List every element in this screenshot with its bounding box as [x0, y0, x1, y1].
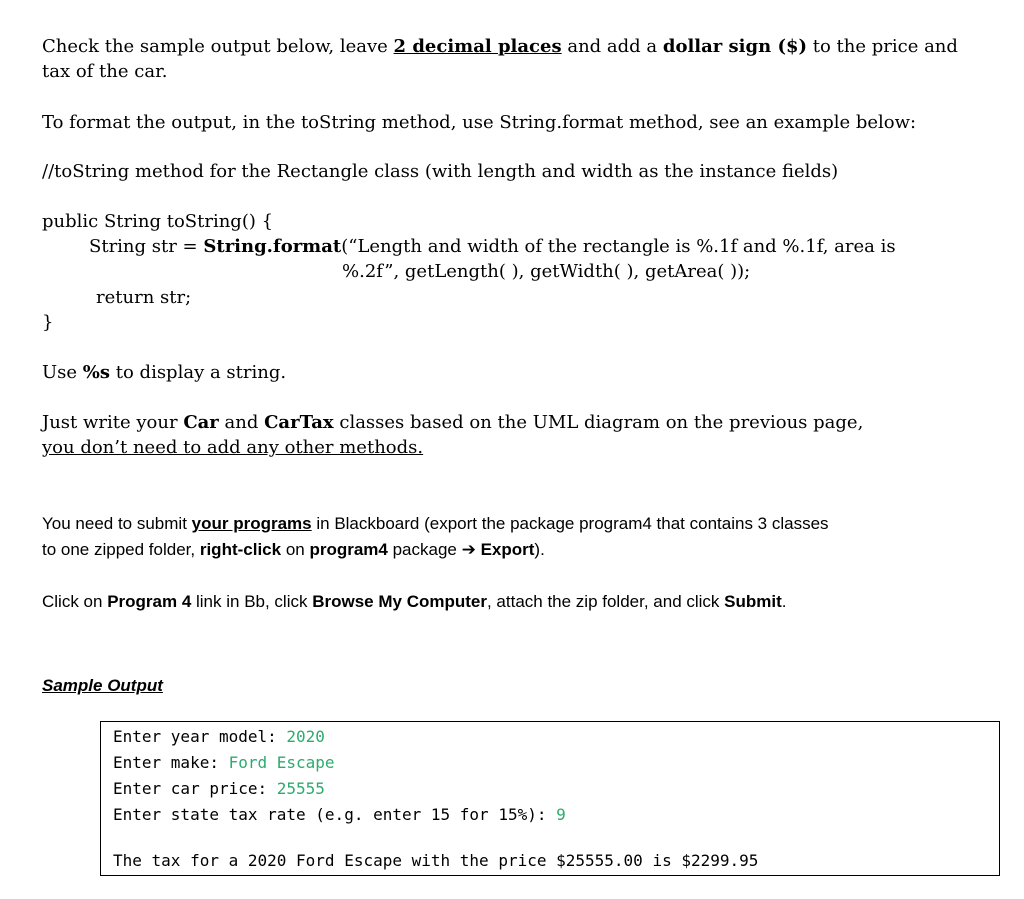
input-value: 9	[556, 805, 566, 824]
input-value: 25555	[276, 779, 325, 798]
prompt: Enter state tax rate (e.g. enter 15 for 15%):	[113, 805, 557, 824]
input-value: Ford Escape	[228, 753, 335, 772]
text: You need to submit	[42, 514, 192, 533]
text: link in Bb, click	[191, 592, 313, 611]
code-signature: public String toString() {	[42, 211, 274, 232]
text: Check the sample output below, leave	[42, 36, 394, 57]
click-instruction	[42, 590, 787, 614]
text: and	[218, 412, 265, 433]
use-s-instruction	[42, 361, 286, 385]
text: classes based on the UML diagram on the previous page,	[333, 412, 864, 433]
format-specifier: %s	[82, 362, 111, 383]
code-comment: //toString method for the Rectangle class (with length and width as the instance fields)	[42, 161, 839, 182]
sample-output-heading: Sample Output	[42, 676, 163, 695]
text: ).	[534, 540, 545, 559]
format-instruction: To format the output, in the toString method, use String.format method, see an example below:	[42, 112, 917, 133]
code-return: return str;	[96, 287, 192, 308]
right-click-emphasis: right-click	[199, 540, 282, 559]
text: .	[781, 592, 787, 611]
text: to one zipped folder,	[42, 540, 200, 559]
prompt: Enter car price:	[113, 779, 277, 798]
instruction-line-2: tax of the car.	[42, 61, 168, 82]
console-line-make	[113, 752, 335, 774]
class-name-car: Car	[183, 412, 219, 433]
text: Just write your	[42, 412, 184, 433]
export-emphasis: ➔ Export	[461, 540, 535, 559]
text: in Blackboard (export the package program4 that contains 3 classes	[311, 514, 829, 533]
dollar-sign-emphasis: dollar sign ($)	[662, 36, 808, 57]
your-programs-emphasis: your programs	[191, 514, 312, 533]
code-line-2	[89, 235, 896, 259]
code-line-3: %.2f”, getLength( ), getWidth( ), getArea( ));	[342, 261, 751, 282]
submit-instruction-2	[42, 538, 545, 562]
text: to the price and	[807, 36, 958, 57]
console-line-year	[113, 726, 325, 748]
decimal-places-emphasis: 2 decimal places	[393, 36, 562, 57]
class-name-cartax: CarTax	[264, 412, 334, 433]
program-4-emphasis: Program 4	[107, 592, 192, 611]
code-close-brace: }	[42, 312, 54, 333]
classes-instruction	[42, 411, 863, 435]
prompt: Enter make:	[113, 753, 229, 772]
console-line-tax-rate	[113, 804, 566, 826]
no-other-methods-note: you don’t need to add any other methods.	[42, 437, 424, 458]
text: package	[387, 540, 462, 559]
submit-emphasis: Submit	[724, 592, 782, 611]
console-result-line: The tax for a 2020 Ford Escape with the price $25555.00 is $2299.95	[113, 851, 759, 870]
prompt: Enter year model:	[113, 727, 287, 746]
text: Use	[42, 362, 83, 383]
text: to display a string.	[110, 362, 287, 383]
text: on	[281, 540, 310, 559]
text: (“Length and width of the rectangle is %.1f and %.1f, area is	[341, 236, 896, 257]
input-value: 2020	[286, 727, 325, 746]
console-line-price	[113, 778, 325, 800]
text: , attach the zip folder, and click	[486, 592, 725, 611]
sample-output-console	[100, 721, 1000, 876]
instruction-line-1	[42, 35, 958, 59]
browse-emphasis: Browse My Computer	[312, 592, 487, 611]
text: Click on	[42, 592, 108, 611]
text: String str =	[89, 236, 204, 257]
package-name: program4	[309, 540, 388, 559]
submit-instruction-1	[42, 512, 829, 536]
string-format-emphasis: String.format	[203, 236, 342, 257]
text: and add a	[561, 36, 663, 57]
